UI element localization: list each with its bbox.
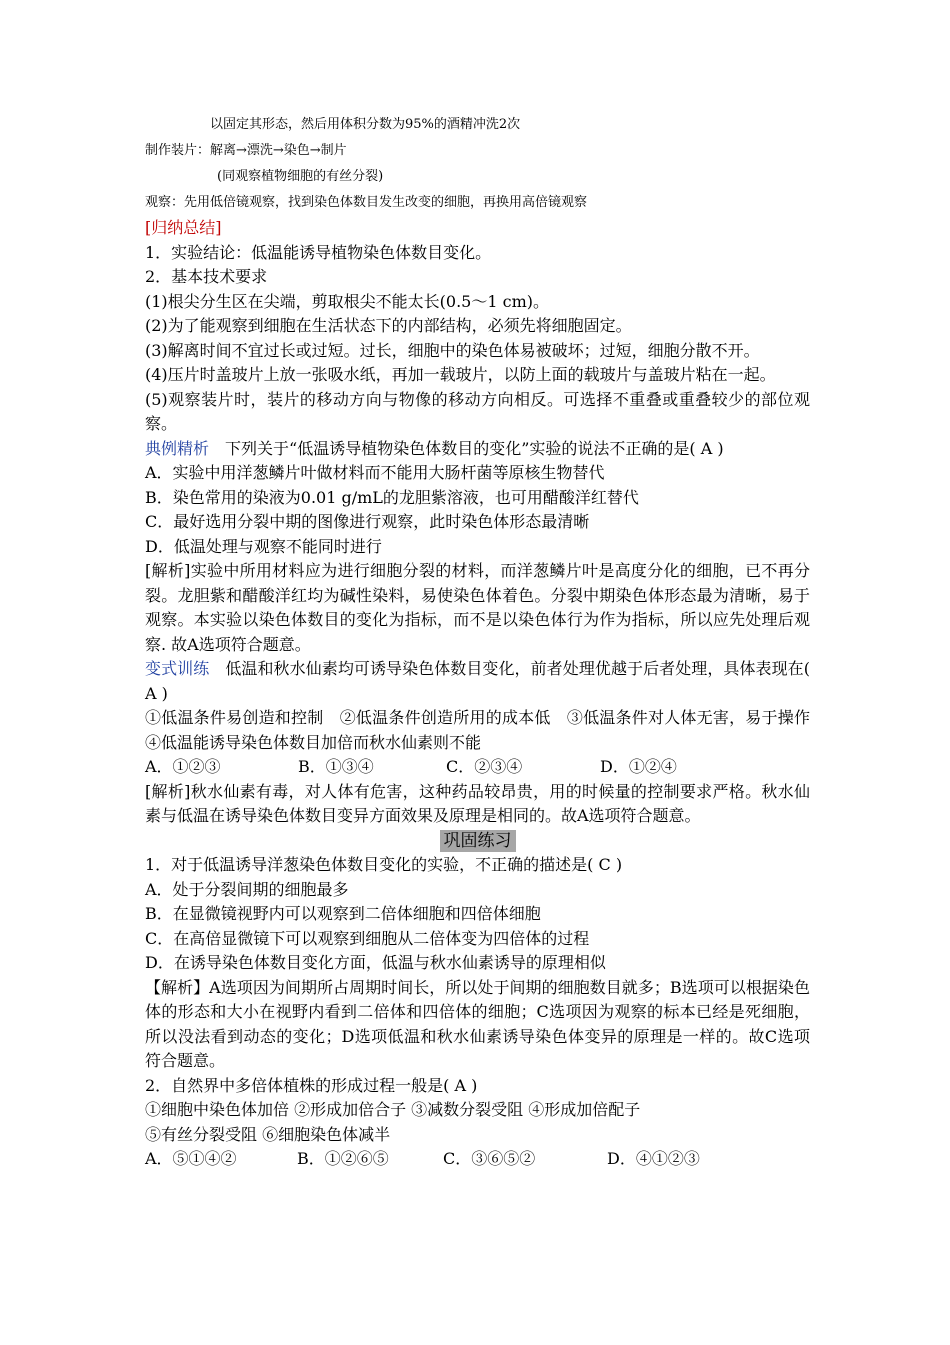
variant-analysis-label: [解析]: [145, 781, 191, 801]
example-question: [145, 437, 810, 462]
variant-label: 变式训练: [145, 659, 210, 678]
variant-option-c: C．②③④: [446, 757, 523, 776]
q1-option-c: C．在高倍显微镜下可以观察到细胞从二倍体变为四倍体的过程: [145, 928, 590, 948]
variant-question-text: 低温和秋水仙素均可诱导染色体数目变化，前者处理优越于后者处理，具体表现在( A ): [145, 659, 810, 703]
q2-question: 2．自然界中多倍体植株的形成过程一般是( A ): [145, 1075, 478, 1095]
q1-question: 1．对于低温诱导洋葱染色体数目变化的实验，不正确的描述是( C ): [145, 855, 623, 874]
summary-line-6: (4)压片时盖玻片上放一张吸水纸，再加一载玻片，以防上面的载玻片与盖玻片粘在一起。: [145, 365, 776, 384]
variant-options: [145, 755, 810, 780]
practice-title-row: [145, 829, 810, 854]
q1-option-a: A．处于分裂间期的细胞最多: [145, 879, 349, 899]
summary-heading: [归纳总结]: [145, 218, 222, 237]
q1-option-b: B．在显微镜视野内可以观察到二倍体细胞和四倍体细胞: [145, 904, 541, 923]
variant-question: [145, 657, 810, 706]
prep-note: (同观察植物细胞的有丝分裂): [217, 169, 384, 184]
observe-line: 观察：先用低倍镜观察，找到染色体数目发生改变的细胞，再换用高倍镜观察: [145, 195, 588, 210]
example-analysis-text: 实验中所用材料应为进行细胞分裂的材料，而洋葱鳞片叶是高度分化的细胞，已不再分裂。龙胆紫和醋酸洋红均为碱性染料，易使染色体着色。分裂中期染色体形态最为清晰，易于观察。本实验以染色体数目的变化为指标，而不是以染色体行为作为指标，所以应先处理后观察. 故A选项符合题意。: [145, 561, 810, 654]
example-label: 典例精析: [145, 438, 210, 458]
q2-option-b: B．①②⑥⑤: [297, 1149, 389, 1168]
summary-line-2: 2．基本技术要求: [145, 267, 268, 286]
variant-option-d: D．①②④: [600, 757, 677, 776]
summary-line-1: 1．实验结论：低温能诱导植物染色体数目变化。: [145, 242, 492, 262]
example-option-c: C．最好选用分裂中期的图像进行观察，此时染色体形态最清晰: [145, 512, 590, 531]
practice-title: 巩固练习: [440, 830, 516, 852]
q1-analysis-label: 【解析】: [145, 977, 210, 997]
example-question-text: 下列关于“低温诱导植物染色体数目的变化”实验的说法不正确的是( A ): [209, 438, 724, 458]
variant-analysis: [145, 780, 810, 829]
q2-statements-2: ⑤有丝分裂受阻 ⑥细胞染色体减半: [145, 1124, 391, 1144]
fix-line: 以固定其形态，然后用体积分数为95%的酒精冲洗2次: [210, 117, 521, 132]
example-option-a: A．实验中用洋葱鳞片叶做材料而不能用大肠杆菌等原核生物替代: [145, 463, 605, 482]
variant-option-b: B．①③④: [298, 757, 374, 776]
prep-line: 制作装片：解离→漂洗→染色→制片: [145, 143, 347, 158]
example-analysis: [145, 559, 810, 657]
q2-option-a: A．⑤①④②: [145, 1149, 237, 1168]
q2-option-d: D．④①②③: [607, 1149, 700, 1168]
q1-option-d: D．在诱导染色体数目变化方面，低温与秋水仙素诱导的原理相似: [145, 953, 606, 972]
summary-line-5: (3)解离时间不宜过长或过短。过长，细胞中的染色体易被破坏；过短，细胞分散不开。: [145, 340, 760, 360]
q2-statements-1: ①细胞中染色体加倍 ②形成加倍合子 ③减数分裂受阻 ④形成加倍配子: [145, 1100, 641, 1119]
document-page: [145, 112, 810, 1172]
example-option-b: B．染色常用的染液为0.01 g/mL的龙胆紫溶液，也可用醋酸洋红替代: [145, 487, 639, 507]
q1-analysis-text: A选项因为间期所占周期时间长，所以处于间期的细胞数目就多；B选项可以根据染色体的形态和大小在视野内看到二倍体和四倍体的细胞；C选项因为观察的标本已经是死细胞，所以没法看到动态的变化；D选项低温和秋水仙素诱导染色体变异的原理是一样的。故C选项符合题意。: [145, 977, 810, 1070]
example-option-d: D．低温处理与观察不能同时进行: [145, 536, 382, 556]
summary-line-3: (1)根尖分生区在尖端，剪取根尖不能太长(0.5～1 cm)。: [145, 291, 549, 311]
variant-analysis-text: 秋水仙素有毒，对人体有危害，这种药品较昂贵，用的时候量的控制要求严格。秋水仙素与低温在诱导染色体数目变异方面效果及原理是相同的。故A选项符合题意。: [145, 781, 810, 825]
q2-options: [145, 1147, 810, 1172]
q2-option-c: C．③⑥⑤②: [443, 1149, 536, 1168]
q1-analysis: [145, 976, 810, 1074]
example-analysis-label: [解析]: [145, 561, 191, 580]
summary-line-7: (5)观察装片时，装片的移动方向与物像的移动方向相反。可选择不重叠或重叠较少的部位观察。: [145, 389, 810, 433]
summary-line-4: (2)为了能观察到细胞在生活状态下的内部结构，必须先将细胞固定。: [145, 316, 632, 335]
variant-option-a: A．①②③: [145, 757, 221, 776]
variant-statements: ①低温条件易创造和控制 ②低温条件创造所用的成本低 ③低温条件对人体无害，易于操作 ④低温能诱导染色体数目加倍而秋水仙素则不能: [145, 708, 810, 752]
